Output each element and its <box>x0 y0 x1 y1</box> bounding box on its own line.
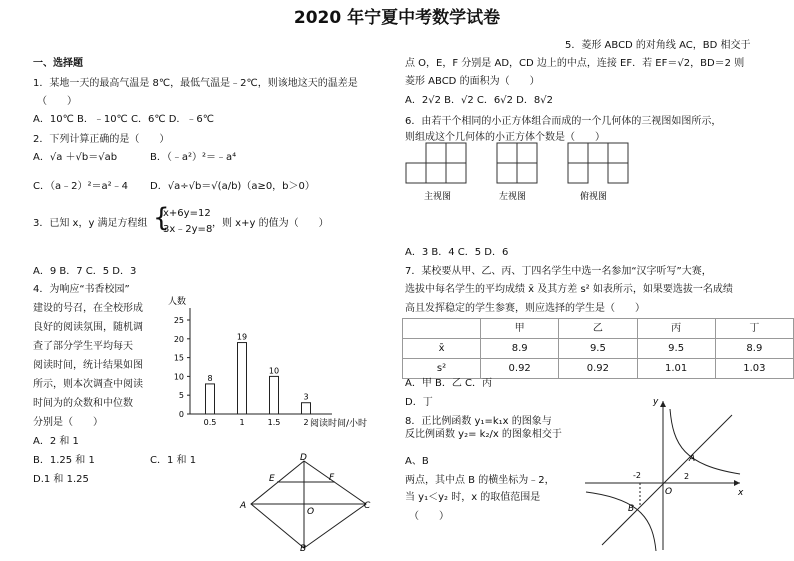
q8-line-3: A、B <box>405 456 429 467</box>
chart-bar <box>270 376 279 414</box>
table-cell <box>403 319 481 339</box>
y-axis-arrow <box>660 401 666 407</box>
table-cell: 1.01 <box>637 359 715 379</box>
top-view-square <box>588 143 608 163</box>
point-d-label: D <box>300 453 307 463</box>
top-view-square <box>608 143 628 163</box>
chart-y-tick-label: 20 <box>173 334 184 344</box>
chart-bar-value: 3 <box>303 392 309 402</box>
front-view-square <box>426 163 446 183</box>
function-graph <box>580 395 750 555</box>
table-row <box>403 359 794 379</box>
three-views-figure <box>404 140 644 208</box>
q4-option-b: B．1.25 和 1 <box>33 455 95 466</box>
chart-bar <box>238 343 247 414</box>
top-view-label: 俯视图 <box>580 192 608 202</box>
chart-x-label: 阅读时间/小时 <box>310 419 368 429</box>
q7-line-1: 7．某校要从甲、乙、丙、丁四名学生中选一名参加“汉字听写”大赛， <box>405 266 712 277</box>
point-o-label: O <box>307 507 315 517</box>
table-cell: 8.9 <box>715 339 793 359</box>
q4-line-8: 分别是（ ） <box>33 417 103 428</box>
q1-paren: （ ） <box>37 96 77 107</box>
q7-option-d: D．丁 <box>405 397 433 408</box>
front-view-square <box>426 143 446 163</box>
table-cell: 9.5 <box>637 339 715 359</box>
left-view-square <box>497 143 517 163</box>
left-view-square <box>517 163 537 183</box>
q8-line-1: 8．正比例函数 y₁=k₁x 的图象与 <box>405 416 552 427</box>
chart-y-tick-label: 15 <box>173 353 184 363</box>
table-row <box>403 339 794 359</box>
chart-x-tick-label: 2 <box>303 418 309 427</box>
q3-stem-post: ，则 x+y 的值为（ ） <box>212 218 329 229</box>
front-view-label: 主视图 <box>424 192 452 202</box>
q4-line-2: 建设的号召，在全校形成 <box>33 303 143 314</box>
q1-options: A．10℃ B．﹣10℃ C．6℃ D．﹣6℃ <box>33 114 215 125</box>
q3-stem-pre: 3．已知 x，y 满足方程组 <box>33 218 148 229</box>
page-title: 2020 年宁夏中考数学试卷 <box>293 8 501 28</box>
table-cell: 丁 <box>715 319 793 339</box>
q8-line-2: 反比例函数 y₂= k₂/x 的图象相交于 <box>405 429 562 440</box>
q1-stem: 1．某地一天的最高气温是 8℃，最低气温是﹣2℃，则该地这天的温差是 <box>33 78 358 89</box>
table-cell: 0.92 <box>481 359 559 379</box>
chart-bar-value: 19 <box>236 332 248 342</box>
chart-y-tick-label: 0 <box>178 410 184 419</box>
origin-label: O <box>665 487 673 497</box>
score-table <box>402 318 794 379</box>
front-view-square <box>446 143 466 163</box>
point-a-label: A <box>240 501 247 511</box>
reading-time-bar-chart <box>160 292 385 442</box>
proportional-line <box>602 415 732 545</box>
point-a-label: A <box>689 454 696 464</box>
front-view-square <box>406 163 426 183</box>
point-f-label: F <box>329 473 335 483</box>
chart-x-tick-label: 0.5 <box>203 418 217 427</box>
chart-bar-value: 10 <box>268 366 280 376</box>
top-view-square <box>568 143 588 163</box>
q7-line-3: 高且发挥稳定的学生参赛，则应选择的学生是（ ） <box>405 303 645 314</box>
q4-line-4: 查了部分学生平均每天 <box>33 341 133 352</box>
chart-y-label: 人数 <box>168 297 187 307</box>
q4-line-7: 时间为的众数和中位数 <box>33 398 133 409</box>
table-cell: x̄ <box>403 339 481 359</box>
front-view-square <box>446 163 466 183</box>
y-axis-label: y <box>653 397 659 407</box>
table-cell: 0.92 <box>559 359 637 379</box>
left-view-square <box>497 163 517 183</box>
point-c-label: C <box>364 501 371 511</box>
chart-bar <box>206 384 215 414</box>
q5-line-3: 菱形 ABCD 的面积为（ ） <box>405 76 540 87</box>
q8-line-5: 当 y₁＜y₂ 时，x 的取值范围是 <box>405 492 541 503</box>
x-axis-arrow <box>734 480 740 486</box>
section-heading: 一、选择题 <box>33 58 83 69</box>
x-axis-label: x <box>738 488 744 498</box>
chart-x-tick-label: 1.5 <box>267 418 281 427</box>
q6-line-1: 6．由若干个相同的小正方体组合而成的一个几何体的三视图如图所示， <box>405 116 722 127</box>
q4-option-c: C．1 和 1 <box>150 455 197 466</box>
table-cell: 8.9 <box>481 339 559 359</box>
chart-bar-value: 8 <box>207 373 213 383</box>
table-cell: 9.5 <box>559 339 637 359</box>
q5-line-1: 5．菱形 ABCD 的对角线 AC，BD 相交于 <box>565 40 751 51</box>
q3-equation-2: 3x﹣2y=8 <box>163 224 213 235</box>
q2-stem: 2．下列计算正确的是（ ） <box>33 134 170 145</box>
chart-bars <box>206 333 311 414</box>
table-cell: 丙 <box>637 319 715 339</box>
rhombus-figure <box>236 452 372 552</box>
chart-y-tick-label: 5 <box>178 391 184 401</box>
q8-paren: （ ） <box>409 511 449 522</box>
chart-y-tick-label: 10 <box>173 372 184 382</box>
q6-options: A．3 B．4 C．5 D．6 <box>405 247 509 258</box>
tick-neg2-label: -2 <box>633 471 641 480</box>
q4-line-5: 阅读时间，统计结果如图 <box>33 360 143 371</box>
q7-line-2: 选拔中每名学生的平均成绩 x̄ 及其方差 s² 如表所示，如果要选拔一名成绩 <box>405 284 733 295</box>
q4-line-3: 良好的阅读氛围，随机调 <box>33 322 143 333</box>
q4-option-d: D.1 和 1.25 <box>33 474 89 485</box>
q5-line-2: 点 O，E，F 分别是 AD，CD 边上的中点，连接 EF．若 EF＝√2，BD＝2 则 <box>405 58 745 69</box>
q2-option-c: C．（a﹣2）²＝a²﹣4 <box>33 181 128 192</box>
q4-option-a: A．2 和 1 <box>33 436 79 447</box>
equation-brace: { <box>153 203 170 233</box>
chart-bar <box>302 403 311 414</box>
q8-line-4: 两点，其中点 B 的横坐标为﹣2， <box>405 475 555 486</box>
top-view-square <box>568 163 588 183</box>
table-cell: 甲 <box>481 319 559 339</box>
left-view-label: 左视图 <box>499 192 527 202</box>
q4-line-1: 4．为响应“书香校园” <box>33 284 130 295</box>
chart-x-tick-label: 1 <box>239 418 245 427</box>
q6-line-2: 则组成这个几何体的小正方体个数是（ ） <box>405 132 605 143</box>
top-view-square <box>608 163 628 183</box>
q3-options: A．9 B．7 C．5 D．3 <box>33 266 137 277</box>
table-cell: 乙 <box>559 319 637 339</box>
q3-equation-1: x+6y=12 <box>163 208 211 219</box>
point-e-label: E <box>269 474 275 484</box>
q4-line-6: 所示，则本次调查中阅读 <box>33 379 143 390</box>
q2-option-b: B．（﹣a²）²＝﹣a⁴ <box>150 152 237 163</box>
q5-options: A．2√2 B．√2 C．6√2 D．8√2 <box>405 95 553 106</box>
tick-2-label: 2 <box>684 472 690 481</box>
q2-option-a: A．√a ＋√b＝√ab <box>33 152 118 163</box>
table-cell: s² <box>403 359 481 379</box>
left-view-square <box>517 143 537 163</box>
table-header-row <box>403 319 794 339</box>
table-cell: 1.03 <box>715 359 793 379</box>
point-b-label: B <box>628 504 635 514</box>
chart-y-tick-label: 25 <box>173 316 184 325</box>
point-b-label: B <box>300 544 307 552</box>
q7-options-abc: A．甲 B．乙 C．丙 <box>405 378 493 389</box>
q2-option-d: D．√a÷√b＝√(a/b)（a≥0，b＞0） <box>150 181 315 192</box>
